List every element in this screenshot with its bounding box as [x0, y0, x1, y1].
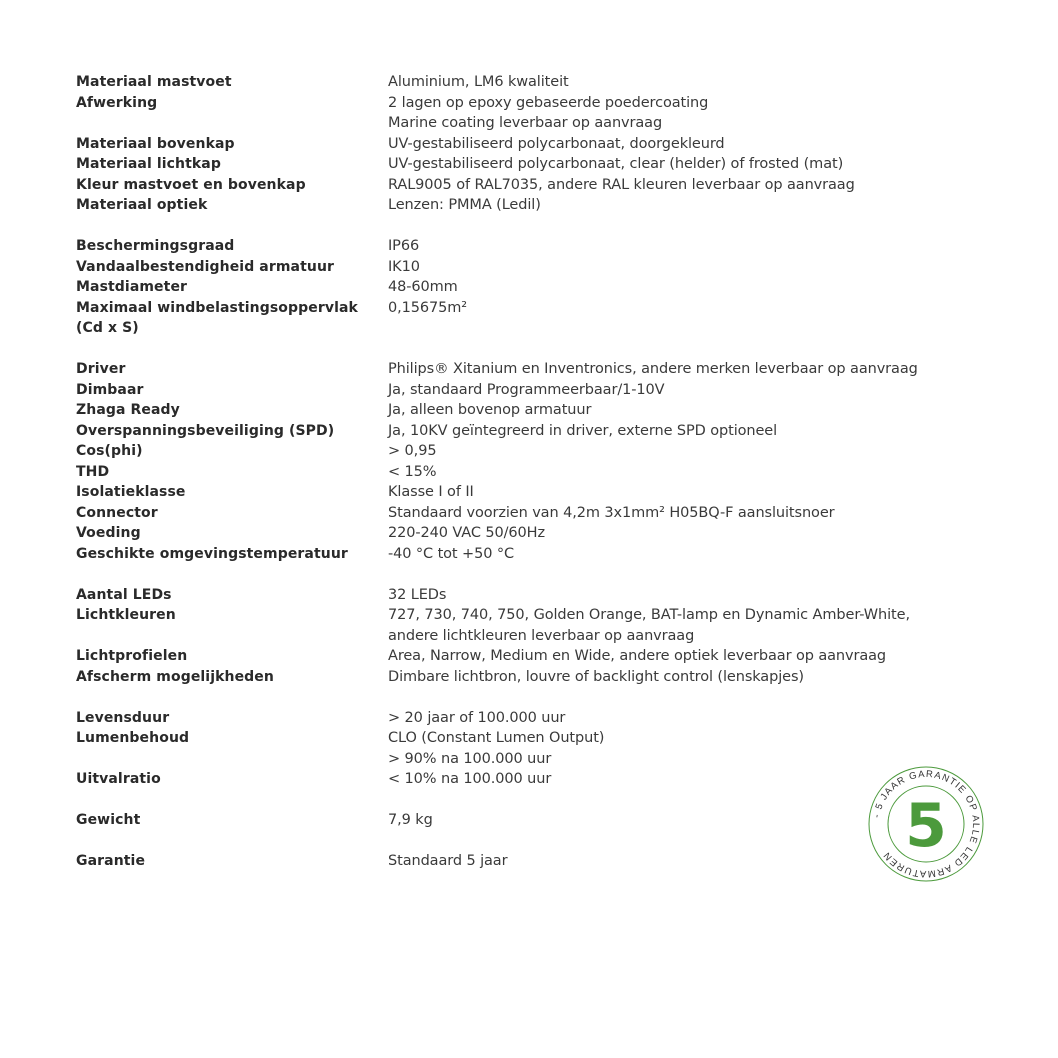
spec-row: [76, 298, 918, 319]
spec-label: [76, 790, 388, 811]
spec-label: Lichtkleuren: [76, 607, 176, 623]
spec-value: < 15%: [388, 463, 437, 480]
spec-label: Zhaga Ready: [76, 402, 180, 418]
spec-row: [76, 154, 918, 175]
spec-row: [76, 749, 918, 770]
spec-value: Marine coating leverbaar op aanvraag: [388, 115, 663, 131]
spec-label: Connector: [76, 504, 158, 521]
spec-row: [76, 503, 918, 524]
spec-label: Cos(phi): [76, 443, 143, 459]
spec-value: > 20 jaar of 100.000 uur: [388, 709, 566, 726]
spec-row: [76, 851, 918, 872]
spec-value: -40 °C tot +50 °C: [388, 545, 515, 562]
spec-row: [76, 523, 918, 544]
spec-value: 32 LEDs: [388, 586, 447, 603]
spec-label: THD: [76, 463, 110, 480]
spec-label: Materiaal bovenkap: [76, 135, 235, 152]
badge-ring-text: - 5 JAAR GARANTIE OP ALLE LED ARMATUREN: [871, 768, 982, 880]
spec-row: [76, 544, 918, 565]
spec-value: 727, 730, 740, 750, Golden Orange, BAT-lamp en Dynamic Amber-White,: [388, 607, 910, 623]
spec-value: Ja, alleen bovenop armatuur: [388, 402, 592, 418]
spec-label: Levensduur: [76, 709, 170, 726]
spec-row: [76, 667, 918, 688]
spec-value: Klasse I of II: [388, 484, 474, 500]
spec-value: Aluminium, LM6 kwaliteit: [388, 74, 569, 90]
spec-label: Afscherm mogelijkheden: [76, 668, 274, 685]
spec-value: IK10: [388, 258, 420, 275]
spec-row: [76, 728, 918, 749]
spec-label: Kleur mastvoet en bovenkap: [76, 176, 306, 193]
spec-value: CLO (Constant Lumen Output): [388, 730, 605, 746]
spec-row: [76, 831, 918, 852]
spec-label: [76, 216, 388, 237]
spec-value: Dimbare lichtbron, louvre of backlight control (lenskapjes): [388, 668, 804, 685]
spec-label: [76, 113, 388, 134]
spec-value: < 10% na 100.000 uur: [388, 771, 552, 787]
spec-label: Overspanningsbeveiliging (SPD): [76, 422, 335, 439]
spec-label: [76, 564, 388, 585]
spec-row: [76, 134, 918, 155]
spec-label: Materiaal optiek: [76, 197, 208, 213]
spec-value: Philips® Xitanium en Inventronics, andere merken leverbaar op aanvraag: [388, 361, 918, 377]
spec-value: > 0,95: [388, 443, 437, 459]
spec-value: Area, Narrow, Medium en Wide, andere optiek leverbaar op aanvraag: [388, 648, 887, 664]
spec-label: Lichtprofielen: [76, 648, 188, 664]
spec-row: [76, 462, 918, 483]
spec-value: Standaard voorzien van 4,2m 3x1mm² H05BQ-F aansluitsnoer: [388, 504, 835, 521]
spec-row: [76, 400, 918, 421]
spec-label: [76, 339, 388, 360]
spec-row: [76, 605, 918, 626]
spec-row: [76, 257, 918, 278]
spec-value: Ja, 10KV geïntegreerd in driver, externe SPD optioneel: [388, 422, 778, 439]
spec-row: [76, 421, 918, 442]
spec-row: [76, 626, 918, 647]
spec-value: 48-60mm: [388, 279, 458, 295]
spec-row: [76, 195, 918, 216]
spec-value: RAL9005 of RAL7035, andere RAL kleuren leverbaar op aanvraag: [388, 176, 855, 193]
spec-value: andere lichtkleuren leverbaar op aanvraag: [388, 627, 695, 644]
spec-label: [76, 687, 388, 708]
spec-value: UV-gestabiliseerd polycarbonaat, doorgekleurd: [388, 135, 725, 152]
spec-value: 0,15675m²: [388, 299, 467, 316]
spec-value: > 90% na 100.000 uur: [388, 750, 552, 767]
spec-row: [76, 790, 918, 811]
spec-row: [76, 113, 918, 134]
spec-row: [76, 339, 918, 360]
spec-row: [76, 318, 918, 339]
spec-label: [76, 749, 388, 770]
spec-label: Isolatieklasse: [76, 484, 186, 500]
spec-row: [76, 216, 918, 237]
spec-label: [76, 626, 388, 647]
spec-row: [76, 380, 918, 401]
warranty-badge: [866, 764, 986, 884]
spec-label: Maximaal windbelastingsoppervlak: [76, 299, 358, 316]
spec-label: Voeding: [76, 525, 141, 541]
spec-label: Mastdiameter: [76, 279, 188, 295]
spec-label: Vandaalbestendigheid armatuur: [76, 258, 335, 275]
spec-row: [76, 441, 918, 462]
badge-number: 5: [905, 791, 947, 861]
spec-label: Uitvalratio: [76, 771, 161, 787]
spec-value: UV-gestabiliseerd polycarbonaat, clear (helder) of frosted (mat): [388, 156, 844, 172]
spec-label: Materiaal mastvoet: [76, 74, 232, 90]
spec-label: Materiaal lichtkap: [76, 156, 221, 172]
spec-label: Aantal LEDs: [76, 586, 172, 603]
spec-row: [76, 585, 918, 606]
spec-row: [76, 175, 918, 196]
spec-row: [76, 236, 918, 257]
spec-row: [76, 708, 918, 729]
spec-row: [76, 564, 918, 585]
spec-row: [76, 72, 918, 93]
spec-row: [76, 277, 918, 298]
spec-value: 7,9 kg: [388, 812, 433, 828]
spec-label: Lumenbehoud: [76, 730, 190, 746]
specification-table: [76, 72, 918, 872]
spec-value: Ja, standaard Programmeerbaar/1-10V: [388, 381, 665, 398]
spec-value: Standaard 5 jaar: [388, 853, 508, 869]
spec-value: IP66: [388, 238, 420, 254]
spec-label: Afwerking: [76, 94, 158, 111]
spec-label: Geschikte omgevingstemperatuur: [76, 545, 348, 562]
spec-label: Garantie: [76, 853, 146, 869]
spec-label: Gewicht: [76, 812, 141, 828]
spec-row: [76, 482, 918, 503]
spec-label: Dimbaar: [76, 381, 144, 398]
spec-label: [76, 831, 388, 852]
spec-row: [76, 687, 918, 708]
spec-row: [76, 646, 918, 667]
spec-row: [76, 93, 918, 114]
spec-label: Driver: [76, 361, 126, 377]
spec-value: Lenzen: PMMA (Ledil): [388, 197, 541, 213]
spec-value: 220-240 VAC 50/60Hz: [388, 525, 545, 541]
spec-value: 2 lagen op epoxy gebaseerde poedercoating: [388, 94, 709, 111]
spec-row: [76, 359, 918, 380]
spec-row: [76, 769, 918, 790]
spec-label: (Cd x S): [76, 320, 139, 336]
spec-label: Beschermingsgraad: [76, 238, 235, 254]
spec-row: [76, 810, 918, 831]
